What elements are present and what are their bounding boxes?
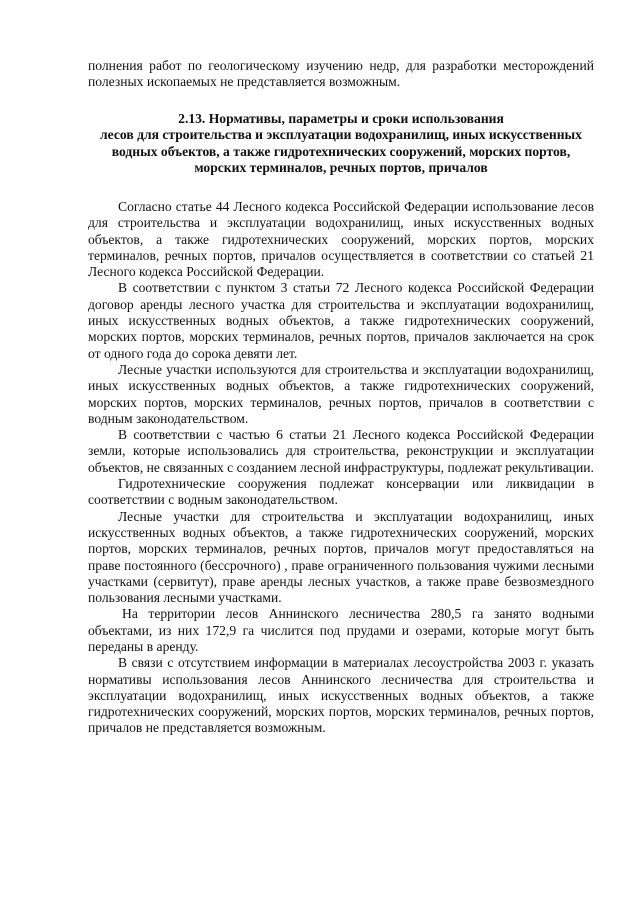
paragraph-2: В соответствии с пунктом 3 статьи 72 Лесного кодекса Российской Федерации договор аренды лесного участка для строительства и эксплуатации водохранилищ, иных искусственных водных объектов, а также гидротехнических сооружений, морских портов, морских терминалов, речных портов, причалов заключается на срок от одного года до сорока девяти лет. — [88, 280, 594, 361]
paragraph-5: Гидротехнические сооружения подлежат консервации или ликвидации в соответствии с водным законодательством. — [88, 476, 594, 508]
section-heading-line1: 2.13. Нормативы, параметры и сроки использования — [178, 110, 504, 126]
paragraph-3: Лесные участки используются для строительства и эксплуатации водохранилищ, иных искусственных водных объектов, а также гидротехнических сооружений, морских портов, морских терминалов, речных портов, причалов в соответствии с водным законодательством. — [88, 361, 594, 426]
intro-paragraph: полнения работ по геологическому изучению недр, для разработки месторождений полезных ископаемых не представляется возможным. — [88, 58, 594, 90]
paragraph-6: Лесные участки для строительства и эксплуатации водохранилищ, иных искусственных водных объектов, а также гидротехнических сооружений, морских портов, морских терминалов, речных портов, причалов могут предоставляться на праве постоянного (бессрочного) , праве ограниченного пользования чужими лесными участками (сервитут), праве аренды лесных участков, а также праве безвозмездного пользования лесными участками. — [88, 508, 594, 606]
paragraph-1: Согласно статье 44 Лесного кодекса Российской Федерации использование лесов для строительства и эксплуатации водохранилищ, иных искусственных водных объектов, а также гидротехнических сооружений, морских портов, морских терминалов, речных портов, причалов осуществляется в соответствии со статьей 21 Лесного кодекса Российской Федерации. — [88, 198, 594, 280]
paragraph-8: В связи с отсутствием информации в материалах лесоустройства 2003 г. указать нормативы использования лесов Аннинского лесничества для строительства и эксплуатации водохранилищ, иных искусственных водных объектов, а также гидротехнических сооружений, морских портов, морских терминалов, речных портов, причалов не представляется возможным. — [88, 655, 594, 736]
paragraph-7: На территории лесов Аннинского лесничества 280,5 га занято водными объектами, из них 172,9 га числится под прудами и озерами, которые могут быть переданы в аренду. — [88, 606, 594, 654]
document-page — [88, 58, 594, 737]
section-heading — [88, 111, 594, 177]
section-heading-line2: лесов для строительства и эксплуатации водохранилищ, иных искусственных водных объектов, а также гидротехнических сооружений, морских портов, морских терминалов, речных портов, причалов — [100, 127, 582, 176]
paragraph-4: В соответствии с частью 6 статьи 21 Лесного кодекса Российской Федерации земли, которые использовались для строительства, реконструкции и эксплуатации объектов, не связанных с созданием лесной инфраструктуры, подлежат рекультивации. — [88, 427, 594, 475]
